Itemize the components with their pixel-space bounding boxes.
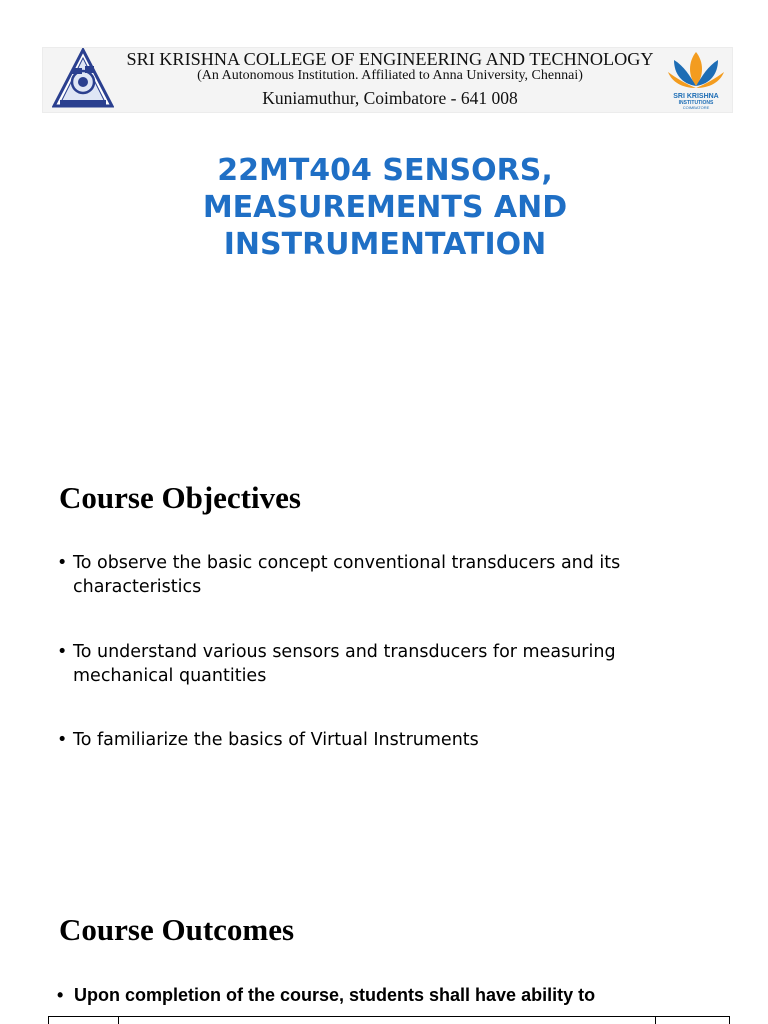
- svg-text:INSTITUTIONS: INSTITUTIONS: [678, 100, 714, 106]
- course-title: [120, 152, 650, 263]
- svg-text:COIMBATORE: COIMBATORE: [682, 105, 710, 110]
- objective-text-line-1: To understand various sensors and transducers for measuring: [73, 642, 616, 662]
- course-outcomes-heading: Course Outcomes: [59, 912, 295, 947]
- college-name: SRI KRISHNA COLLEGE OF ENGINEERING AND TECHNOLOGY: [126, 49, 654, 69]
- bullet-icon: •: [57, 642, 68, 662]
- college-affiliation: (An Autonomous Institution. Affiliated to Anna University, Chennai): [197, 68, 583, 83]
- bullet-icon: •: [57, 730, 68, 750]
- bullet-icon: •: [57, 985, 64, 1005]
- bullet-icon: •: [57, 553, 68, 573]
- objective-item: [57, 551, 693, 599]
- course-title-line-1: 22MT404 SENSORS,: [217, 153, 553, 188]
- course-title-line-3: INSTRUMENTATION: [223, 227, 547, 262]
- course-title-line-2: MEASUREMENTS AND: [202, 190, 568, 225]
- outcome-intro-text: Upon completion of the course, students shall have ability to: [74, 985, 596, 1005]
- objective-item: [57, 640, 693, 688]
- objective-item: [57, 728, 693, 752]
- objective-text-line-2: characteristics: [73, 577, 202, 597]
- outcomes-table: [48, 1016, 730, 1024]
- lotus-logo-icon: [664, 46, 728, 112]
- objective-text-line-2: mechanical quantities: [73, 666, 267, 686]
- outcome-intro-item: [57, 983, 714, 1007]
- college-emblem-icon: [52, 48, 114, 110]
- objective-text-line-1: To familiarize the basics of Virtual Instruments: [73, 730, 479, 750]
- outcomes-table-divider: [655, 1016, 656, 1024]
- course-objectives-heading: Course Objectives: [59, 480, 301, 515]
- svg-text:SRI KRISHNA: SRI KRISHNA: [673, 93, 719, 100]
- objective-text-line-1: To observe the basic concept conventional transducers and its: [73, 553, 621, 573]
- outcomes-table-divider: [118, 1016, 119, 1024]
- college-address: Kuniamuthur, Coimbatore - 641 008: [262, 88, 518, 108]
